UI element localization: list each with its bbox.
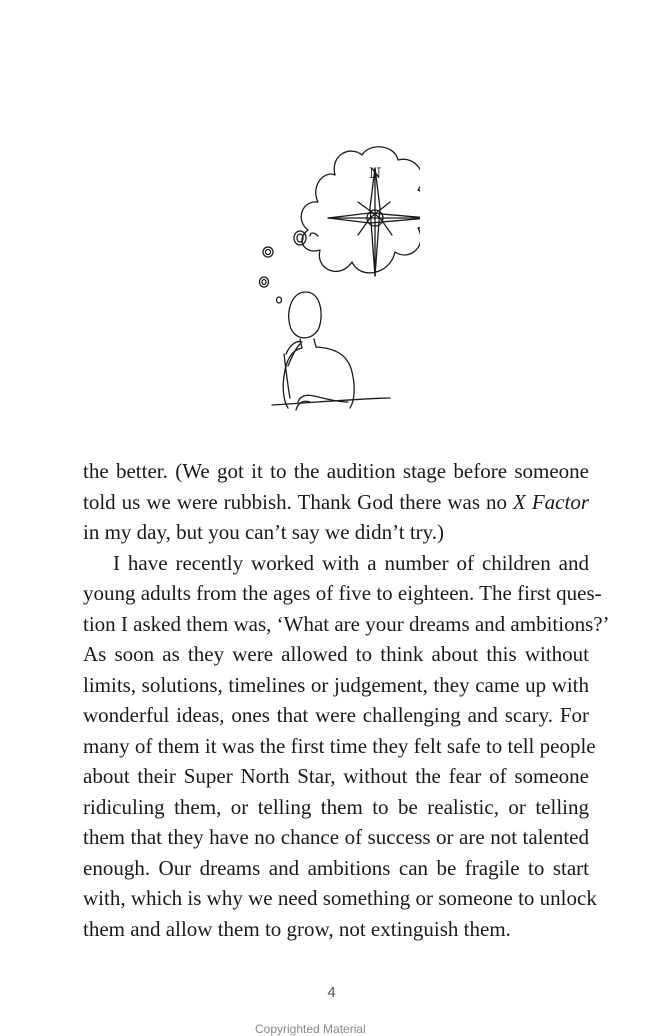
show-title: X Factor — [513, 489, 590, 514]
thinking-person-compass-illustration — [240, 140, 420, 420]
compass-north-label: N — [369, 166, 382, 182]
table-line — [272, 398, 390, 405]
page-number: 4 — [327, 984, 336, 1001]
text-line: wonderful ideas, ones that were challenging and scary. For — [83, 703, 589, 727]
text-run: told us we were rubbish. Thank God there was no — [83, 489, 507, 514]
text-line: them and allow them to grow, not extinguish them. — [83, 916, 511, 941]
text-line: many of them it was the first time they felt safe to tell people — [83, 733, 596, 758]
text-line: limits, solutions, timelines or judgement, they came up with — [83, 672, 589, 697]
text-line: As soon as they were allowed to think about this without — [83, 642, 589, 666]
text-line: in my day, but you can’t say we didn’t try.) — [83, 520, 445, 544]
text-line: enough. Our dreams and ambitions can be fragile to start — [83, 855, 589, 880]
body-text — [83, 456, 610, 944]
compass-star-icon — [328, 168, 420, 276]
text-line — [83, 487, 589, 518]
text-line: I have recently worked with a number of children and — [113, 550, 589, 575]
person-head — [289, 292, 321, 338]
text-line: with, which is why we need something or someone to unlock — [83, 886, 597, 910]
text-line: ridiculing them, or telling them to be realistic, or telling — [83, 794, 589, 819]
text-line: about their Super North Star, without the fear of someone — [83, 764, 589, 788]
text-line: young adults from the ages of five to eighteen. The first ques- — [83, 581, 602, 605]
text-line: tion I asked them was, ‘What are your dreams and ambitions?’ — [83, 611, 610, 636]
copyright-footer: Copyrighted Material — [255, 1022, 366, 1036]
text-line: the better. (We got it to the audition stage before someone — [83, 459, 589, 483]
text-line: them that they have no chance of success or are not talented — [83, 825, 589, 849]
thought-cloud — [301, 147, 420, 273]
